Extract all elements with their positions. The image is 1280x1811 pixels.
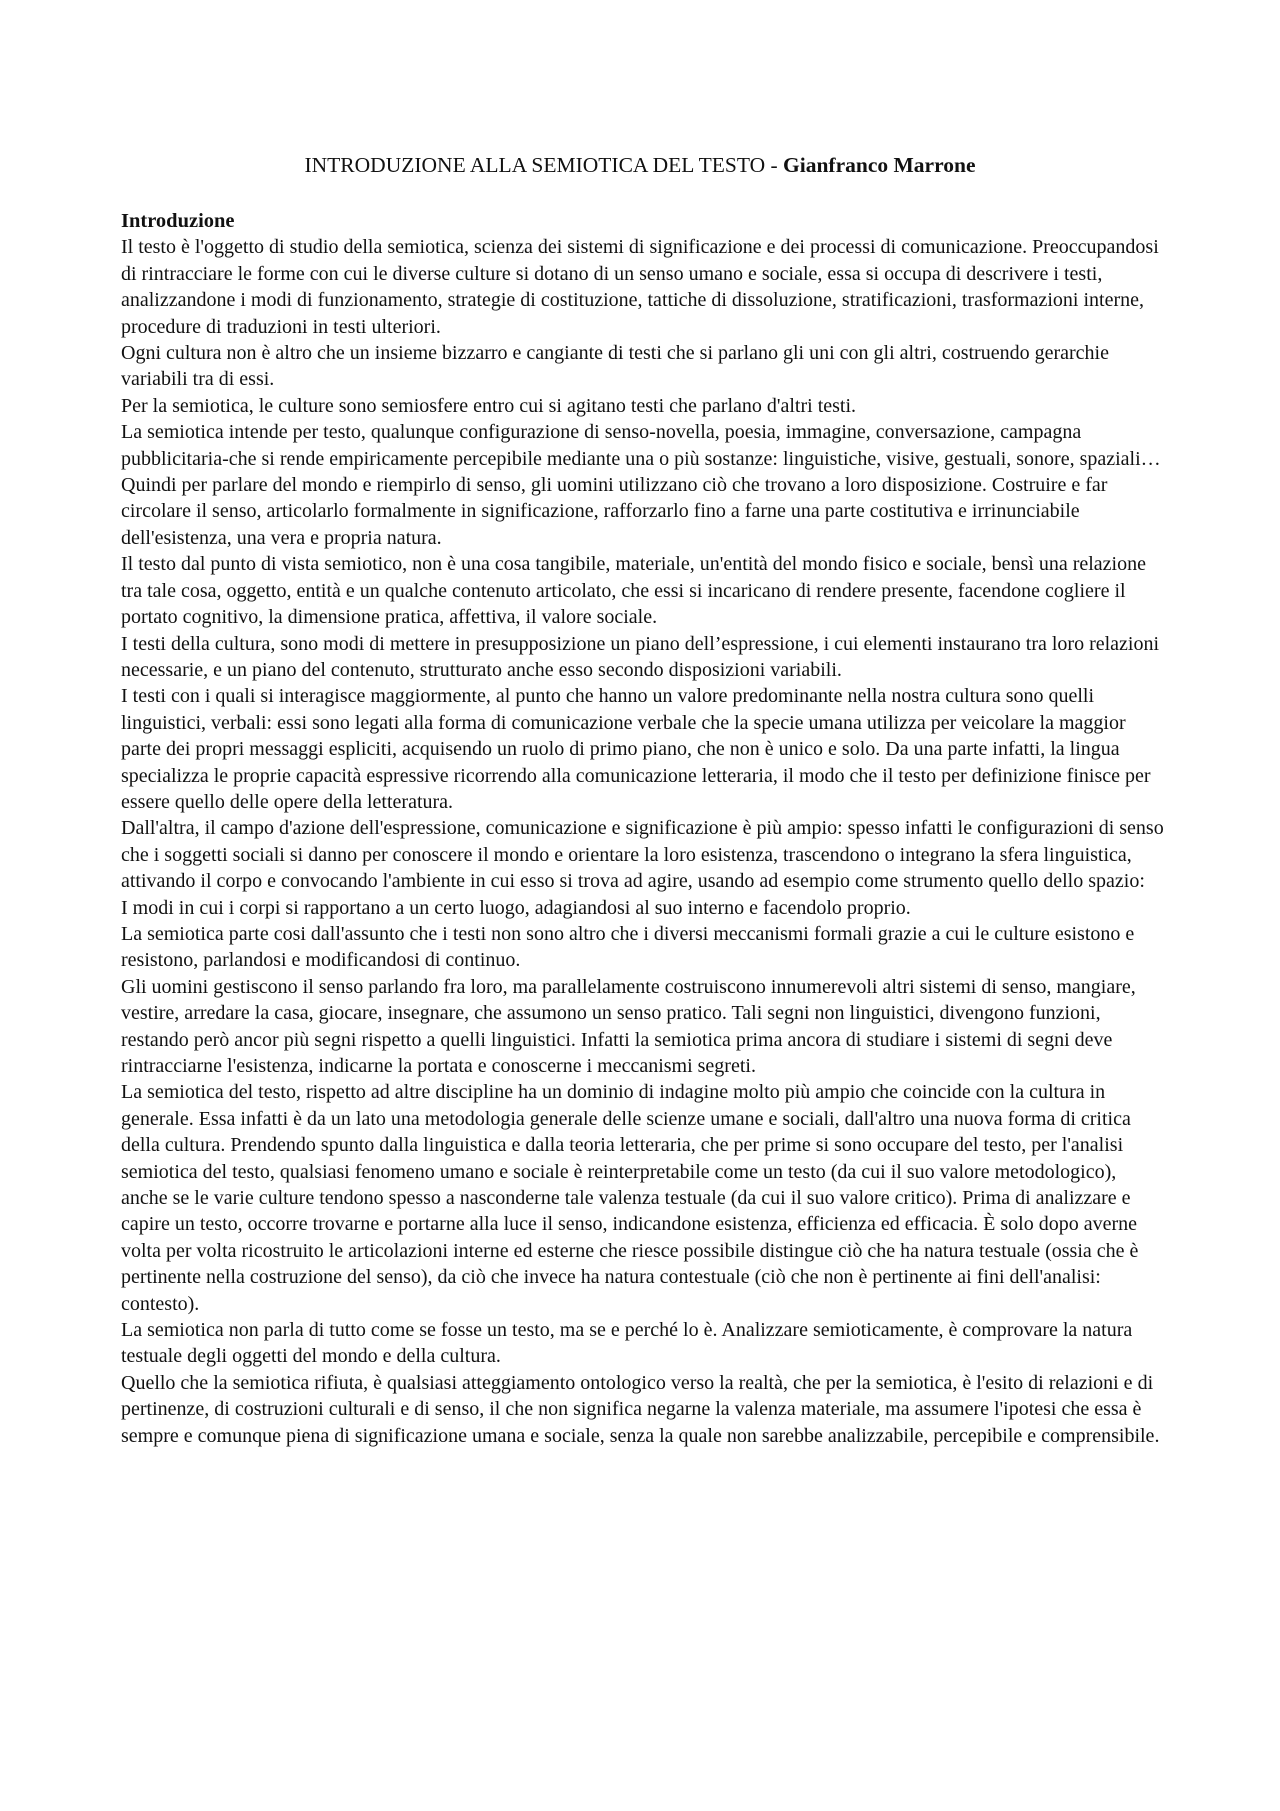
title-author: Gianfranco Marrone	[783, 153, 976, 177]
paragraph: I testi della cultura, sono modi di mettere in presupposizione un piano dell’espressione, i cui elementi instaurano tra loro relazioni necessarie, e un piano del contenuto, strutturato anche esso secondo disposizioni variabili.	[121, 632, 1160, 681]
paragraph: Dall'altra, il campo d'azione dell'espressione, comunicazione e significazione è più ampio: spesso infatti le configurazioni di senso che i soggetti sociali si danno per conoscere il mondo e orientare la loro esistenza, trascendono o integrano la sfera linguistica, attivando il corpo e convocando l'ambiente in cui esso si trova ad agire, usando ad esempio come strumento quello dello spazio:	[121, 817, 1164, 893]
paragraph: La semiotica parte cosi dall'assunto che i testi non sono altro che i diversi meccanismi formali grazie a cui le culture esistono e resistono, parlandosi e modificandosi di continuo.	[121, 922, 1135, 972]
section-heading: Introduzione	[121, 210, 235, 232]
paragraph: I testi con i quali si interagisce maggiormente, al punto che hanno un valore predominante nella nostra cultura sono quelli linguistici, verbali: essi sono legati alla forma di comunicazione verbale che la specie umana utilizza per veicolare la maggior parte dei propri messaggi espliciti, acquisendo un ruolo di primo piano, che non è unico e solo. Da una parte infatti, la lingua specializza le proprie capacità espressive ricorrendo alla comunicazione letteraria, il modo che il testo per definizione finisce per essere quello delle opere della letteratura.	[121, 685, 1151, 813]
paragraph: Quindi per parlare del mondo e riempirlo di senso, gli uomini utilizzano ciò che trovano a loro disposizione. Costruire e far circolare il senso, articolarlo formalmente in significazione, rafforzarlo fino a farne una parte costitutiva e irrinunciabile dell'esistenza, una vera e propria natura.	[121, 474, 1108, 549]
paragraph: La semiotica del testo, rispetto ad altre discipline ha un dominio di indagine molto più ampio che coincide con la cultura in generale. Essa infatti è da un lato una metodologia generale delle scienze umane e sociali, dall'altro una nuova forma di critica della cultura. Prendendo spunto dalla linguistica e dalla teoria letteraria, che per prime si sono occupare del testo, per l'analisi semiotica del testo, qualsiasi fenomeno umano e sociale è reinterpretabile come un testo (da cui il suo valore metodologico), anche se le varie culture tendono spesso a nasconderne tale valenza testuale (da cui il suo valore critico). Prima di analizzare e capire un testo, occorre trovarne e portarne alla luce il senso, indicandone esistenza, efficienza ed efficacia. È solo dopo averne volta per volta ricostruito le articolazioni interne ed esterne che riesce possibile distingue ciò che ha natura testuale (ossia che è pertinente nella costruzione del senso), da ciò che invece ha natura contestuale (ciò che non è pertinente ai fini dell'analisi: contesto).	[121, 1081, 1139, 1315]
paragraph: La semiotica non parla di tutto come se fosse un testo, ma se e perché lo è. Analizzare semioticamente, è comprovare la natura testuale degli oggetti del mondo e della cultura.	[121, 1319, 1133, 1368]
paragraph: Ogni cultura non è altro che un insieme bizzarro e cangiante di testi che si parlano gli uni con gli altri, costruendo gerarchie variabili tra di essi.	[121, 342, 1109, 391]
document-title	[0, 152, 1280, 178]
document-body	[121, 208, 1166, 1449]
paragraph: La semiotica intende per testo, qualunque configurazione di senso-novella, poesia, immagine, conversazione, campagna pubblicitaria-che si rende empiricamente percepibile mediante una o più sostanze: linguistiche, visive, gestuali, sonore, spaziali…	[121, 421, 1161, 470]
paragraph: Quello che la semiotica rifiuta, è qualsiasi atteggiamento ontologico verso la realtà, che per la semiotica, è l'esito di relazioni e di pertinenze, di costruzioni culturali e di senso, il che non significa negarne la valenza materiale, ma assumere l'ipotesi che essa è sempre e comunque piena di significazione umana e sociale, senza la quale non sarebbe analizzabile, percepibile e comprensibile.	[121, 1371, 1160, 1447]
paragraph: Per la semiotica, le culture sono semiosfere entro cui si agitano testi che parlano d'altri testi.	[121, 394, 857, 417]
paragraph: Gli uomini gestiscono il senso parlando fra loro, ma parallelamente costruiscono innumerevoli altri sistemi di senso, mangiare, vestire, arredare la casa, giocare, insegnare, che assumono un senso pratico. Tali segni non linguistici, divengono funzioni, restando però ancor più segni rispetto a quelli linguistici. Infatti la semiotica prima ancora di studiare i sistemi di segni deve rintracciarne l'esistenza, indicarne la portata e conoscerne i meccanismi segreti.	[121, 975, 1136, 1077]
paragraph: I modi in cui i corpi si rapportano a un certo luogo, adagiandosi al suo interno e facendolo proprio.	[121, 896, 911, 919]
paragraph: Il testo dal punto di vista semiotico, non è una cosa tangibile, materiale, un'entità del mondo fisico e sociale, bensì una relazione tra tale cosa, oggetto, entità e un qualche contenuto articolato, che essi si incaricano di rendere presente, facendone cogliere il portato cognitivo, la dimensione pratica, affettiva, il valore sociale.	[121, 553, 1146, 629]
paragraph: Il testo è l'oggetto di studio della semiotica, scienza dei sistemi di significazione e dei processi di comunicazione. Preoccupandosi di rintracciare le forme con cui le diverse culture si dotano di un senso umano e sociale, essa si occupa di descrivere i testi, analizzandone i modi di funzionamento, strategie di costituzione, tattiche di dissoluzione, stratificazioni, trasformazioni interne, procedure di traduzioni in testi ulteriori.	[121, 236, 1159, 338]
title-main: INTRODUZIONE ALLA SEMIOTICA DEL TESTO -	[304, 153, 784, 177]
